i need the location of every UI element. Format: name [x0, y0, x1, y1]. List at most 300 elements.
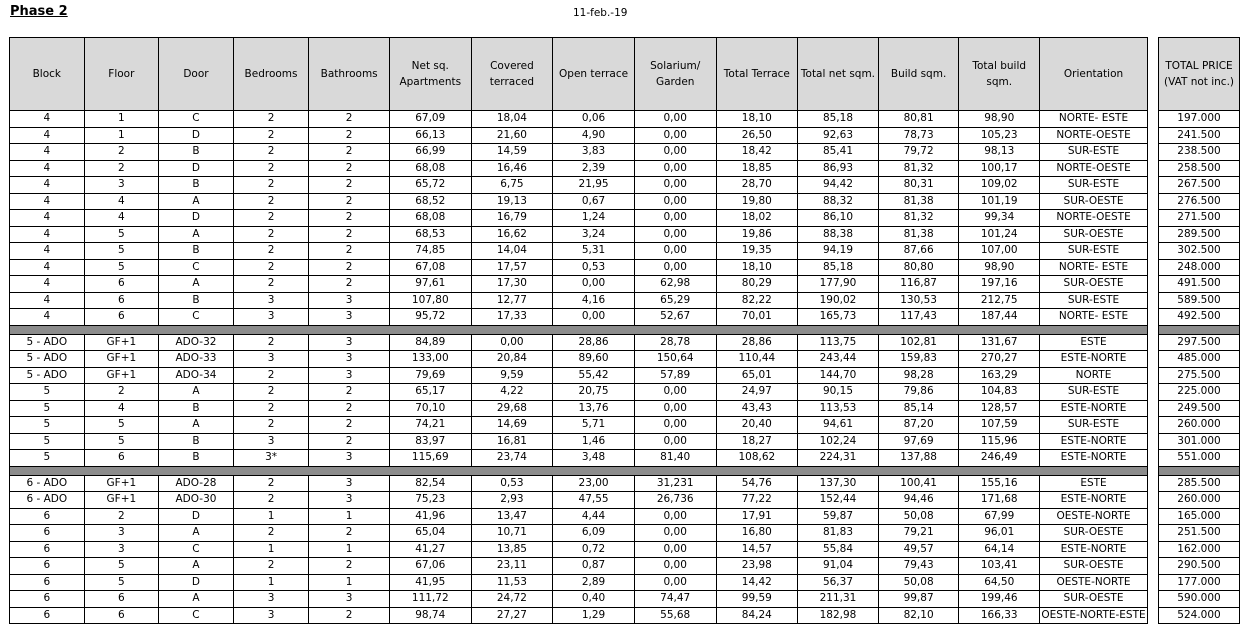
table-cell: 243,44: [798, 351, 879, 368]
table-cell: 4,44: [553, 508, 635, 525]
table-cell: 21,95: [553, 177, 635, 194]
table-cell: 0,00: [634, 508, 716, 525]
table-cell: 152,44: [798, 492, 879, 509]
table-row: [10, 541, 1148, 558]
table-cell: 28,70: [716, 177, 798, 194]
table-cell: 2: [309, 160, 390, 177]
table-row: [10, 334, 1148, 351]
table-cell: 2: [233, 367, 309, 384]
table-cell: 78,73: [878, 127, 959, 144]
table-cell: 2: [309, 226, 390, 243]
table-cell: 3: [84, 541, 159, 558]
table-cell: B: [159, 400, 234, 417]
table-cell: 2: [309, 400, 390, 417]
table-cell: 101,19: [959, 193, 1040, 210]
price-cell: 297.500: [1159, 334, 1240, 351]
table-cell: 91,04: [798, 558, 879, 575]
table-cell: 0,00: [634, 160, 716, 177]
table-cell: 27,27: [471, 607, 553, 624]
table-row: [10, 508, 1148, 525]
table-cell: D: [159, 574, 234, 591]
table-cell: 3: [233, 433, 309, 450]
table-cell: 41,27: [389, 541, 471, 558]
price-row: [1159, 111, 1240, 128]
table-cell: NORTE-OESTE: [1040, 160, 1148, 177]
table-cell: 19,80: [716, 193, 798, 210]
group-separator: [1159, 325, 1240, 334]
table-cell: 3: [84, 525, 159, 542]
table-cell: 211,31: [798, 591, 879, 608]
table-cell: 84,89: [389, 334, 471, 351]
table-cell: 55,68: [634, 607, 716, 624]
table-cell: 1: [84, 111, 159, 128]
table-cell: 13,76: [553, 400, 635, 417]
table-cell: 2: [309, 111, 390, 128]
table-cell: NORTE-OESTE: [1040, 127, 1148, 144]
table-cell: 3: [84, 177, 159, 194]
table-cell: 2: [84, 384, 159, 401]
table-cell: A: [159, 417, 234, 434]
price-cell: 524.000: [1159, 607, 1240, 624]
price-row: [1159, 226, 1240, 243]
table-cell: 212,75: [959, 292, 1040, 309]
table-cell: 187,44: [959, 309, 1040, 326]
table-cell: 81,38: [878, 193, 959, 210]
table-cell: 82,54: [389, 475, 471, 492]
table-cell: 97,69: [878, 433, 959, 450]
table-row: [10, 433, 1148, 450]
price-cell: 197.000: [1159, 111, 1240, 128]
table-cell: 2: [233, 384, 309, 401]
table-cell: 3,24: [553, 226, 635, 243]
table-cell: 0,00: [634, 193, 716, 210]
table-cell: 6: [84, 591, 159, 608]
table-cell: 4,16: [553, 292, 635, 309]
table-cell: 14,42: [716, 574, 798, 591]
table-cell: 2: [309, 127, 390, 144]
table-cell: 0,00: [634, 525, 716, 542]
table-cell: 5,71: [553, 417, 635, 434]
table-cell: 6: [84, 292, 159, 309]
table-cell: 74,85: [389, 243, 471, 260]
table-cell: 144,70: [798, 367, 879, 384]
column-header: Net sq. Apartments: [389, 38, 471, 111]
table-cell: 101,24: [959, 226, 1040, 243]
table-cell: 79,43: [878, 558, 959, 575]
table-cell: 16,62: [471, 226, 553, 243]
table-cell: 3: [309, 591, 390, 608]
table-cell: GF+1: [84, 334, 159, 351]
table-cell: OESTE-NORTE-ESTE: [1040, 607, 1148, 624]
table-cell: 99,34: [959, 210, 1040, 227]
table-cell: 2: [233, 492, 309, 509]
table-cell: 115,96: [959, 433, 1040, 450]
table-cell: 2: [233, 259, 309, 276]
table-cell: 6 - ADO: [10, 492, 85, 509]
table-cell: 5 - ADO: [10, 367, 85, 384]
table-row: [10, 177, 1148, 194]
table-cell: C: [159, 607, 234, 624]
table-cell: 130,53: [878, 292, 959, 309]
price-cell: 251.500: [1159, 525, 1240, 542]
table-cell: 13,85: [471, 541, 553, 558]
table-cell: 0,00: [634, 433, 716, 450]
table-cell: ADO-33: [159, 351, 234, 368]
table-cell: ADO-34: [159, 367, 234, 384]
column-header: Total Terrace: [716, 38, 798, 111]
table-cell: NORTE- ESTE: [1040, 309, 1148, 326]
table-cell: 6 - ADO: [10, 475, 85, 492]
table-cell: 6: [10, 558, 85, 575]
table-cell: 55,84: [798, 541, 879, 558]
table-cell: 2: [309, 607, 390, 624]
table-cell: 94,19: [798, 243, 879, 260]
column-header: Build sqm.: [878, 38, 959, 111]
table-cell: 1: [309, 541, 390, 558]
table-cell: 9,59: [471, 367, 553, 384]
table-cell: 43,43: [716, 400, 798, 417]
table-cell: 6: [84, 276, 159, 293]
table-cell: A: [159, 384, 234, 401]
column-header: Total build sqm.: [959, 38, 1040, 111]
table-cell: 85,18: [798, 111, 879, 128]
table-cell: 0,00: [634, 541, 716, 558]
price-cell: 238.500: [1159, 144, 1240, 161]
price-cell: 590.000: [1159, 591, 1240, 608]
table-cell: 2: [233, 400, 309, 417]
table-cell: 1: [309, 508, 390, 525]
table-cell: 81,38: [878, 226, 959, 243]
table-cell: 3,83: [553, 144, 635, 161]
table-cell: 80,81: [878, 111, 959, 128]
table-cell: 2: [84, 508, 159, 525]
table-cell: 2: [233, 525, 309, 542]
table-cell: 2: [309, 144, 390, 161]
price-cell: 485.000: [1159, 351, 1240, 368]
table-cell: 2: [84, 144, 159, 161]
table-cell: 2: [233, 193, 309, 210]
price-row: [1159, 525, 1240, 542]
table-cell: SUR-ESTE: [1040, 417, 1148, 434]
column-header: Block: [10, 38, 85, 111]
table-cell: SUR-ESTE: [1040, 177, 1148, 194]
column-header: Floor: [84, 38, 159, 111]
table-cell: 23,74: [471, 450, 553, 467]
table-cell: 88,38: [798, 226, 879, 243]
price-row: [1159, 193, 1240, 210]
price-cell: 492.500: [1159, 309, 1240, 326]
table-row: [10, 127, 1148, 144]
table-cell: 28,86: [553, 334, 635, 351]
table-row: [10, 400, 1148, 417]
table-cell: 18,02: [716, 210, 798, 227]
table-cell: 2: [309, 177, 390, 194]
table-cell: 19,35: [716, 243, 798, 260]
table-cell: 107,00: [959, 243, 1040, 260]
table-cell: 96,01: [959, 525, 1040, 542]
table-cell: 115,69: [389, 450, 471, 467]
table-cell: 104,83: [959, 384, 1040, 401]
table-cell: 2: [309, 210, 390, 227]
table-cell: 0,00: [634, 111, 716, 128]
table-cell: 6: [10, 508, 85, 525]
table-cell: 31,231: [634, 475, 716, 492]
table-cell: 4: [10, 226, 85, 243]
table-cell: 66,99: [389, 144, 471, 161]
price-cell: 260.000: [1159, 417, 1240, 434]
table-cell: 4: [10, 193, 85, 210]
table-cell: 98,74: [389, 607, 471, 624]
price-row: [1159, 367, 1240, 384]
price-cell: 302.500: [1159, 243, 1240, 260]
column-header: Bathrooms: [309, 38, 390, 111]
table-cell: 98,90: [959, 111, 1040, 128]
table-cell: SUR-ESTE: [1040, 292, 1148, 309]
table-cell: 94,61: [798, 417, 879, 434]
table-row: [10, 351, 1148, 368]
table-cell: SUR-OESTE: [1040, 226, 1148, 243]
price-cell: 225.000: [1159, 384, 1240, 401]
table-cell: 2: [309, 384, 390, 401]
table-cell: 67,06: [389, 558, 471, 575]
table-cell: ESTE-NORTE: [1040, 433, 1148, 450]
table-cell: 18,10: [716, 259, 798, 276]
table-cell: 166,33: [959, 607, 1040, 624]
table-cell: 2: [309, 433, 390, 450]
table-cell: 0,00: [634, 558, 716, 575]
price-row: [1159, 276, 1240, 293]
table-cell: 3: [233, 292, 309, 309]
group-separator: [1159, 466, 1240, 475]
table-cell: 3: [233, 591, 309, 608]
table-cell: SUR-ESTE: [1040, 384, 1148, 401]
table-cell: 16,46: [471, 160, 553, 177]
table-cell: 3: [309, 492, 390, 509]
table-cell: 68,08: [389, 210, 471, 227]
price-cell: 290.500: [1159, 558, 1240, 575]
table-cell: 3: [309, 450, 390, 467]
price-row: [1159, 160, 1240, 177]
price-row: [1159, 243, 1240, 260]
table-cell: 19,86: [716, 226, 798, 243]
table-cell: SUR-ESTE: [1040, 243, 1148, 260]
table-cell: 14,59: [471, 144, 553, 161]
table-cell: 54,76: [716, 475, 798, 492]
table-cell: 52,67: [634, 309, 716, 326]
table-cell: B: [159, 144, 234, 161]
table-cell: 3,48: [553, 450, 635, 467]
table-cell: 131,67: [959, 334, 1040, 351]
table-cell: 111,72: [389, 591, 471, 608]
table-cell: 11,53: [471, 574, 553, 591]
table-cell: 66,13: [389, 127, 471, 144]
table-cell: 3: [309, 367, 390, 384]
table-cell: 83,97: [389, 433, 471, 450]
table-cell: 64,14: [959, 541, 1040, 558]
price-row: [1159, 475, 1240, 492]
table-cell: 3: [309, 351, 390, 368]
table-cell: 79,21: [878, 525, 959, 542]
price-row: [1159, 309, 1240, 326]
table-cell: SUR-ESTE: [1040, 144, 1148, 161]
table-cell: 150,64: [634, 351, 716, 368]
table-cell: 2: [233, 475, 309, 492]
table-cell: 199,46: [959, 591, 1040, 608]
table-cell: NORTE- ESTE: [1040, 111, 1148, 128]
table-cell: 0,87: [553, 558, 635, 575]
table-cell: 28,78: [634, 334, 716, 351]
table-cell: 4: [10, 111, 85, 128]
table-row: [10, 574, 1148, 591]
table-cell: 4: [84, 193, 159, 210]
price-cell: 249.500: [1159, 400, 1240, 417]
table-cell: 3: [233, 607, 309, 624]
price-column-header: TOTAL PRICE (VAT not inc.): [1159, 38, 1240, 111]
table-cell: 0,06: [553, 111, 635, 128]
table-cell: 163,29: [959, 367, 1040, 384]
table-cell: GF+1: [84, 492, 159, 509]
table-cell: C: [159, 259, 234, 276]
table-cell: 67,99: [959, 508, 1040, 525]
table-row: [10, 193, 1148, 210]
table-cell: 65,29: [634, 292, 716, 309]
table-row: [10, 558, 1148, 575]
table-cell: 85,14: [878, 400, 959, 417]
table-row: [10, 417, 1148, 434]
column-header: Orientation: [1040, 38, 1148, 111]
table-cell: 1,46: [553, 433, 635, 450]
table-cell: SUR-OESTE: [1040, 525, 1148, 542]
table-cell: 171,68: [959, 492, 1040, 509]
table-cell: B: [159, 433, 234, 450]
table-cell: ESTE-NORTE: [1040, 541, 1148, 558]
table-cell: ESTE: [1040, 334, 1148, 351]
table-cell: 224,31: [798, 450, 879, 467]
price-row: [1159, 558, 1240, 575]
table-cell: 98,90: [959, 259, 1040, 276]
table-cell: 29,68: [471, 400, 553, 417]
table-row: [10, 591, 1148, 608]
table-cell: C: [159, 309, 234, 326]
table-cell: 5: [10, 400, 85, 417]
table-cell: A: [159, 591, 234, 608]
table-row: [10, 607, 1148, 624]
table-cell: OESTE-NORTE: [1040, 508, 1148, 525]
table-cell: 100,17: [959, 160, 1040, 177]
price-cell: 589.500: [1159, 292, 1240, 309]
table-cell: 5: [84, 226, 159, 243]
table-row: [10, 210, 1148, 227]
table-row: [10, 144, 1148, 161]
table-cell: 107,59: [959, 417, 1040, 434]
table-cell: 0,00: [634, 226, 716, 243]
table-cell: NORTE-OESTE: [1040, 210, 1148, 227]
table-cell: 246,49: [959, 450, 1040, 467]
group-separator: [10, 325, 1148, 334]
table-cell: 159,83: [878, 351, 959, 368]
table-cell: B: [159, 177, 234, 194]
table-cell: 137,88: [878, 450, 959, 467]
table-cell: ESTE: [1040, 475, 1148, 492]
table-cell: 4,22: [471, 384, 553, 401]
table-cell: 23,11: [471, 558, 553, 575]
table-cell: 88,32: [798, 193, 879, 210]
table-cell: 81,83: [798, 525, 879, 542]
table-cell: 80,31: [878, 177, 959, 194]
price-row: [1159, 492, 1240, 509]
table-cell: 82,22: [716, 292, 798, 309]
table-cell: 17,57: [471, 259, 553, 276]
table-cell: 5 - ADO: [10, 351, 85, 368]
table-cell: 0,00: [553, 309, 635, 326]
table-cell: 116,87: [878, 276, 959, 293]
table-cell: 21,60: [471, 127, 553, 144]
table-cell: 20,40: [716, 417, 798, 434]
table-row: [10, 111, 1148, 128]
table-cell: 5: [10, 450, 85, 467]
table-cell: 6: [10, 607, 85, 624]
table-cell: 5: [84, 417, 159, 434]
table-cell: 24,72: [471, 591, 553, 608]
price-cell: 551.000: [1159, 450, 1240, 467]
table-cell: A: [159, 276, 234, 293]
table-cell: 2: [309, 243, 390, 260]
table-cell: 5: [10, 433, 85, 450]
column-header: Solarium/ Garden: [634, 38, 716, 111]
table-cell: 2: [309, 193, 390, 210]
table-cell: D: [159, 160, 234, 177]
price-cell: 301.000: [1159, 433, 1240, 450]
table-cell: 2,93: [471, 492, 553, 509]
price-row: [1159, 177, 1240, 194]
table-cell: 13,47: [471, 508, 553, 525]
table-cell: 3*: [233, 450, 309, 467]
table-cell: 64,50: [959, 574, 1040, 591]
table-cell: 6: [84, 607, 159, 624]
table-cell: 3: [309, 309, 390, 326]
table-cell: 47,55: [553, 492, 635, 509]
table-cell: 99,59: [716, 591, 798, 608]
table-cell: 77,22: [716, 492, 798, 509]
table-cell: 81,40: [634, 450, 716, 467]
table-cell: 97,61: [389, 276, 471, 293]
table-cell: 0,00: [634, 417, 716, 434]
table-cell: ADO-28: [159, 475, 234, 492]
table-cell: 59,87: [798, 508, 879, 525]
price-cell: 177.000: [1159, 574, 1240, 591]
table-cell: 6,09: [553, 525, 635, 542]
table-cell: 94,46: [878, 492, 959, 509]
table-cell: 62,98: [634, 276, 716, 293]
table-cell: 1: [233, 574, 309, 591]
table-cell: 5: [84, 433, 159, 450]
table-cell: 74,21: [389, 417, 471, 434]
table-cell: 2: [309, 558, 390, 575]
units-table-header: [10, 38, 1148, 111]
table-cell: 0,00: [634, 127, 716, 144]
table-cell: 56,37: [798, 574, 879, 591]
table-cell: 65,72: [389, 177, 471, 194]
table-cell: 4: [10, 292, 85, 309]
table-cell: 67,09: [389, 111, 471, 128]
price-row: [1159, 607, 1240, 624]
table-cell: 16,79: [471, 210, 553, 227]
table-cell: 89,60: [553, 351, 635, 368]
table-cell: 4: [10, 127, 85, 144]
table-cell: 81,32: [878, 160, 959, 177]
price-row: [1159, 417, 1240, 434]
price-cell: 276.500: [1159, 193, 1240, 210]
